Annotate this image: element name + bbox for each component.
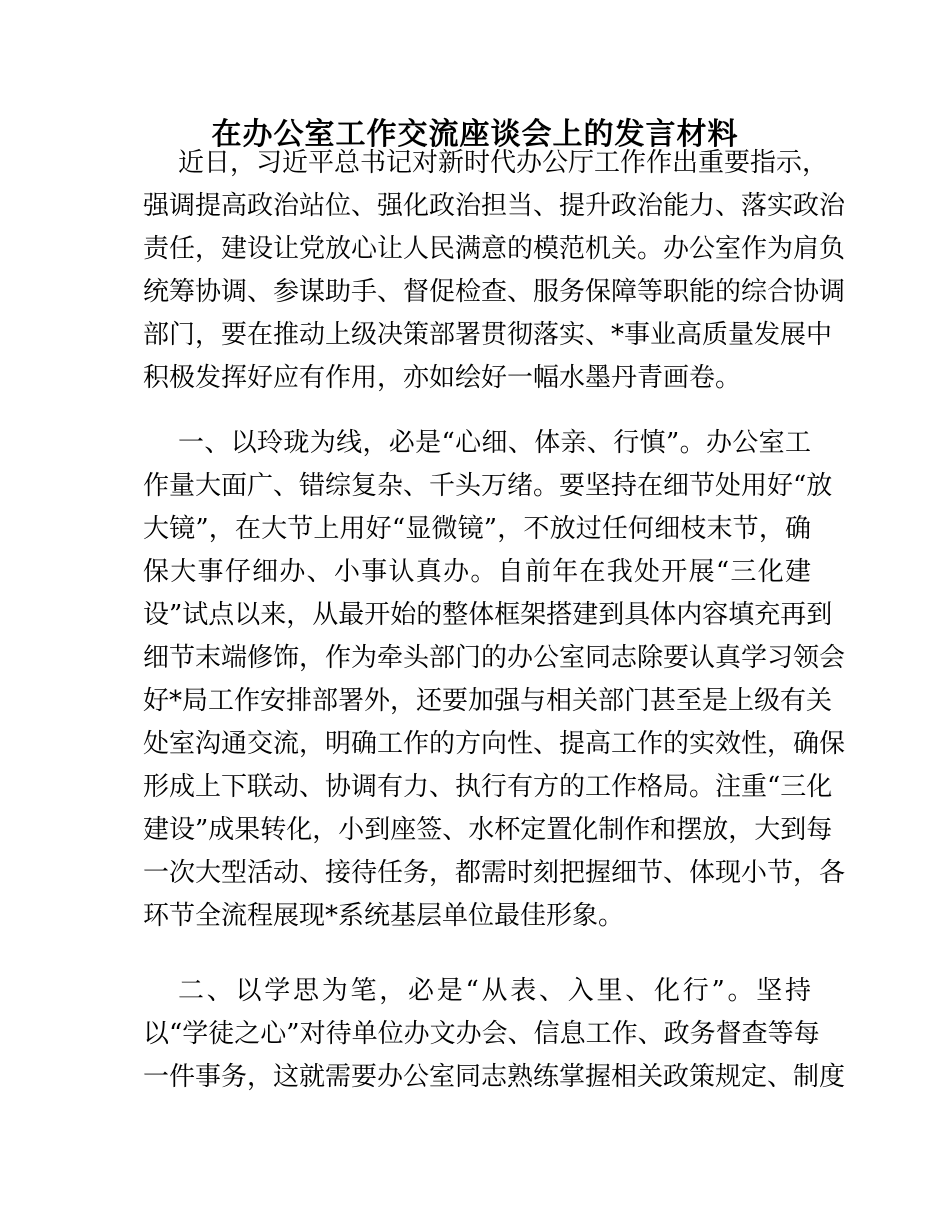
paragraph-intro xyxy=(143,142,846,400)
paragraph-line: 责任，建设让党放心让人民满意的模范机关。办公室作为肩负 xyxy=(143,234,846,264)
paragraph-line: 强调提高政治站位、强化政治担当、提升政治能力、落实政治 xyxy=(143,191,846,221)
paragraph-line: 近日，习近平总书记对新时代办公厅工作作出重要指示， xyxy=(178,148,829,178)
paragraph-line: 统筹协调、参谋助手、督促检查、服务保障等职能的综合协调 xyxy=(143,277,846,307)
paragraph-line: 部门，要在推动上级决策部署贯彻落实、*事业高质量发展中 xyxy=(143,320,833,350)
paragraph-line: 一件事务，这就需要办公室同志熟练掌握相关政策规定、制度 xyxy=(143,1062,846,1092)
paragraph-line: 以“学徒之心”对待单位办文办会、信息工作、政务督查等每 xyxy=(143,1019,820,1049)
paragraph-line: 设”试点以来，从最开始的整体框架搭建到具体内容填充再到 xyxy=(143,600,833,630)
paragraph-section-one xyxy=(143,422,846,938)
paragraph-line: 好*局工作安排部署外，还要加强与相关部门甚至是上级有关 xyxy=(143,686,833,716)
paragraph-line: 保大事仔细办、小事认真办。自前年在我处开展“三化建 xyxy=(143,557,811,587)
paragraph-line: 形成上下联动、协调有力、执行有方的工作格局。注重“三化 xyxy=(143,772,833,802)
paragraph-line: 一、以玲珑为线，必是“心细、体亲、行慎”。办公室工 xyxy=(178,428,811,458)
paragraph-line: 细节末端修饰，作为牵头部门的办公室同志除要认真学习领会 xyxy=(143,643,846,673)
document-title: 在办公室工作交流座谈会上的发言材料 xyxy=(211,117,739,152)
paragraph-line: 大镜”，在大节上用好“显微镜”，不放过任何细枝末节，确 xyxy=(143,514,811,544)
paragraph-line: 二、以学思为笔，必是“从表、入里、化行”。坚持 xyxy=(178,976,811,1006)
paragraph-line: 一次大型活动、接待任务，都需时刻把握细节、体现小节，各 xyxy=(143,858,846,888)
paragraph-line: 积极发挥好应有作用，亦如绘好一幅水墨丹青画卷。 xyxy=(143,363,742,393)
paragraph-line: 作量大面广、错综复杂、千头万绪。要坚持在细节处用好“放 xyxy=(143,471,833,501)
paragraph-section-two xyxy=(143,970,846,1099)
paragraph-line: 处室沟通交流，明确工作的方向性、提高工作的实效性，确保 xyxy=(143,729,846,759)
paragraph-line: 建设”成果转化，小到座签、水杯定置化制作和摆放，大到每 xyxy=(143,815,833,845)
paragraph-line: 环节全流程展现*系统基层单位最佳形象。 xyxy=(143,901,625,931)
